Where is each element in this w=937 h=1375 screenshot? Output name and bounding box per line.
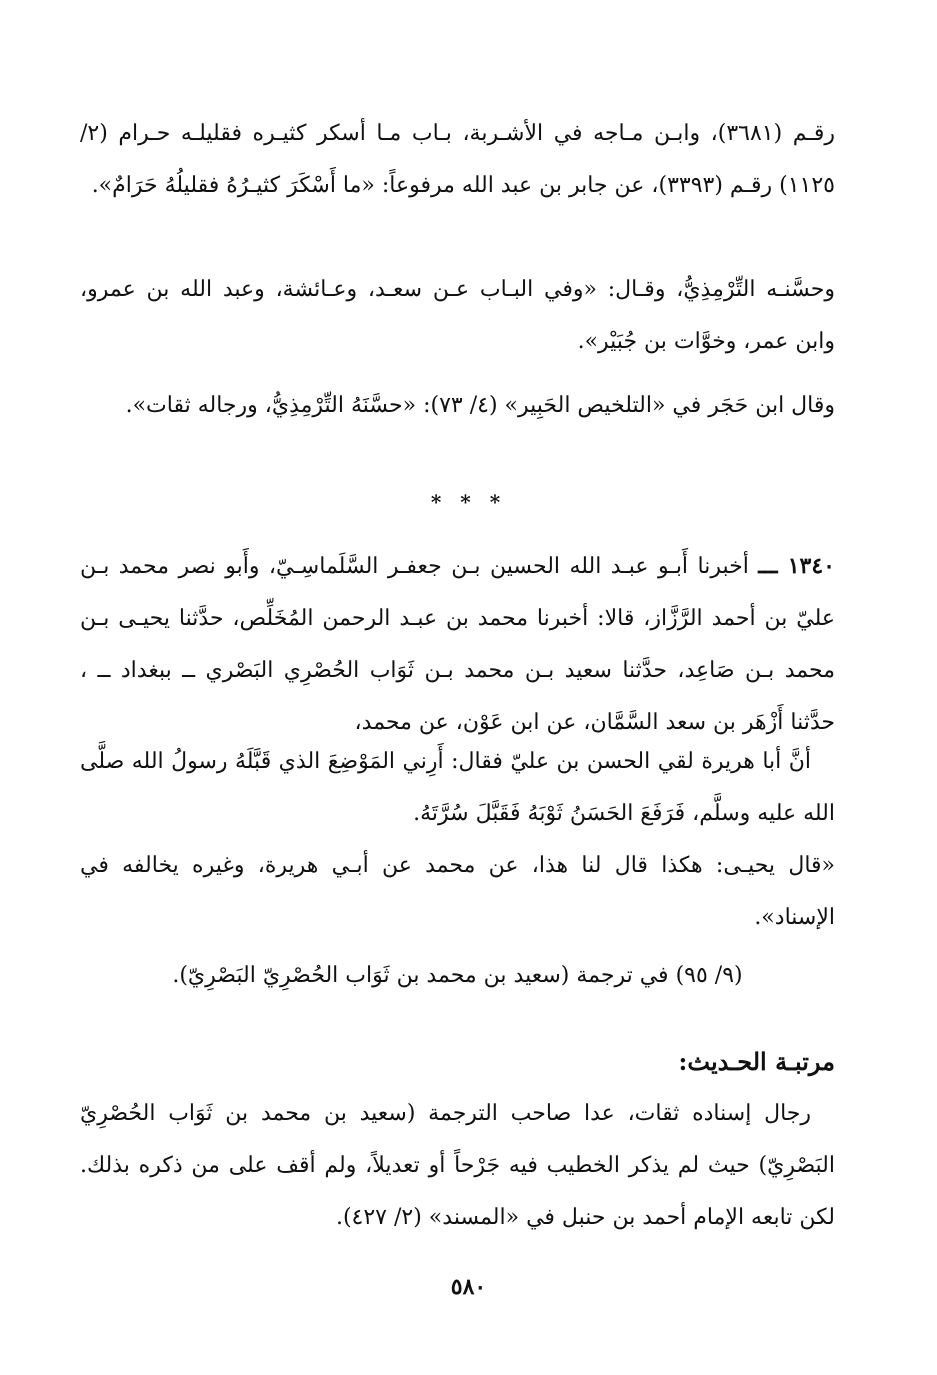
takhrij-paragraph-2: وحسَّنـه التِّرْمِذِيُّ، وقـال: «وفي البـاب عـن سعـد، وعـائشة، وعبد الله بن عمرو، وابن عمر، وخوَّات بن جُبَيْر». [80,277,835,354]
hadith-number: ١٣٤٠ ـــ [758,553,835,579]
hadith-matn: أنَّ أبا هريرة لقي الحسن بن عليّ فقال: أَرِني المَوْضِعَ الذي قَبَّلَهُ رسولُ الله صلَّى الله عليه وسلَّم، فَرَفَعَ الحَسَنُ ثَوْبَهُ فَقَبَّلَ سُرَّتَهُ. [80,749,835,826]
grading-paragraph: رجال إسناده ثقات، عدا صاحب الترجمة (سعيد بن محمد بن ثَوَاب الحُصْرِيّ البَصْرِيّ) حيث لم يذكر الخطيب فيه جَرْحاً أو تعديلاً، ولم أقف على من ذكره بذلك. لكن تابعه الإمام أحمد بن حنبل في «المسند» (٢/ ٤٢٧). [80,1101,835,1230]
isnad-text: أخبرنا أَبـو عبـد الله الحسين بـن جعفـر السَّلَماسِـيّ، وأَبو نصر محمد بـن عليّ بن أحمد الرَّزَّاز، قالا: أخبرنا محمد بن عبـد الرحمن المُخَلِّص، حدَّثنا يحيـى بـن محمد بـن صَاعِد، حدَّثنا سعيد بـن محمد بـن ثَوَاب الحُصْرِي البَصْري ــ ببغداد ــ ، حدَّثنا أَزْهَر بن سعد السَّمَّان، عن ابن عَوْن، عن محمد، [80,554,835,735]
section-heading: مرتبـة الحـديث: [678,1047,835,1076]
source-reference: (٩/ ٩٥) في ترجمة (سعيد بن محمد بن ثَوَاب الحُصْرِيّ البَصْرِيّ). [172,963,743,988]
hadith-isnad [80,540,835,749]
yahya-comment: «قال يحيـى: هكذا قال لنا هذا، عن محمد عن أبـي هريرة، وغيره يخالفه في الإسناد». [80,853,835,930]
takhrij-paragraph-3: وقال ابن حَجَر في «التلخيص الحَبِير» (٤/ ٧٣): «حسَّنَهُ التِّرْمِذِيُّ، ورجاله ثقات». [125,393,835,418]
takhrij-paragraph-1: رقـم (٣٦٨١)، وابـن مـاجه في الأشـربة، بـاب مـا أسكر كثيـره فقليلـه حـرام (٢/ ١١٢٥) رقـم (٣٣٩٣)، عن جابر بن عبد الله مرفوعاً: «ما أَسْكَرَ كثيـرُهُ فقليلُهُ حَرَامٌ». [80,121,835,198]
page-number: ٥٨٠ [450,1274,487,1300]
section-divider-stars: * * * [430,490,507,514]
